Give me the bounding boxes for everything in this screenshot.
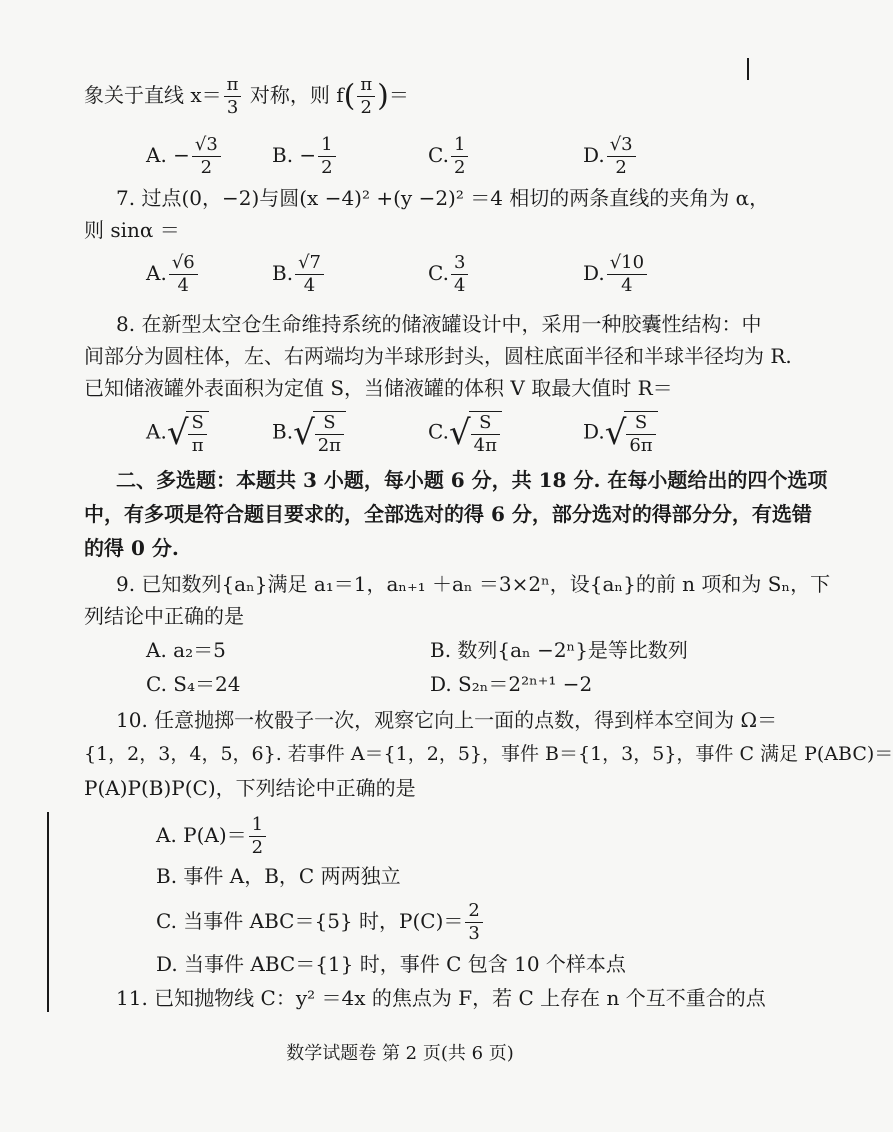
option-fraction	[451, 252, 468, 297]
q7-option-c	[428, 252, 470, 297]
denominator: 6π	[629, 435, 653, 456]
option-label: B.	[272, 261, 294, 285]
sqrt-body	[624, 411, 657, 457]
numerator: S	[315, 412, 344, 435]
option-label: C.	[428, 261, 449, 285]
option-fraction	[465, 900, 482, 945]
scan-edge-mark	[747, 58, 749, 80]
denominator: 2	[453, 157, 466, 178]
option-fraction	[192, 134, 221, 179]
option-fraction	[607, 252, 647, 297]
option-fraction	[318, 134, 335, 179]
denominator: 2	[200, 157, 213, 178]
q7-option-b	[272, 252, 326, 297]
option-label: A.	[146, 419, 167, 444]
q11-stem-line1: 11. 已知抛物线 C：y² ＝4x 的焦点为 F，若 C 上存在 n 个互不重合的点	[116, 986, 766, 1010]
section2-heading-line1: 二、多选题：本题共 3 小题，每小题 6 分，共 18 分. 在每小题给出的四个选项	[116, 468, 828, 492]
q8-stem-line2: 间部分为圆柱体，左、右两端均为半球形封头，圆柱底面半径和半球半径均为 R.	[84, 344, 792, 368]
option-label: A.	[146, 261, 167, 285]
q9-option-b: B. 数列{aₙ −2ⁿ}是等比数列	[430, 638, 688, 662]
sqrt-body	[313, 411, 346, 457]
denominator: 2	[251, 837, 264, 858]
sqrt-body	[186, 411, 208, 457]
q6-text-mid: 对称，则 f	[249, 83, 344, 107]
option-label: B.	[272, 419, 294, 444]
option-fraction	[249, 814, 266, 859]
q10-option-d: D. 当事件 ABC＝{1} 时，事件 C 包含 10 个样本点	[156, 952, 626, 976]
q7-stem-line1: 7. 过点(0，−2)与圆(x −4)² +(y −2)² ＝4 相切的两条直线的夹角为 α，	[116, 186, 770, 210]
option-fraction	[169, 252, 198, 297]
sqrt-sign: √	[604, 413, 627, 453]
numerator: S	[188, 412, 206, 435]
option-fraction	[188, 412, 206, 457]
numerator: π	[357, 74, 375, 97]
option-fraction	[607, 134, 636, 179]
q6-stem: 象关于直线 x＝ $\frac{\pi}{3}$ 对称，则 f( $\frac{\pi}{2}$ )＝	[84, 74, 409, 118]
denominator: 2π	[317, 435, 342, 456]
numerator: 1	[451, 134, 468, 157]
numerator: S	[471, 412, 500, 435]
option-fraction	[471, 412, 500, 457]
denominator: 2	[615, 157, 627, 178]
fraction-pi-over-2	[357, 74, 375, 119]
option-label: B. −	[272, 143, 317, 167]
q7-option-d	[583, 252, 649, 297]
q6-option-c	[428, 134, 470, 179]
option-label: C. 当事件 ABC＝{5} 时，P(C)＝	[156, 909, 464, 933]
sqrt-sign: √	[293, 413, 315, 453]
numerator: 1	[249, 814, 266, 837]
q9-stem-line1: 9. 已知数列{aₙ}满足 a₁＝1，aₙ₊₁ ＋aₙ ＝3×2ⁿ，设{aₙ}的前 n 项和为 Sₙ，下	[116, 572, 831, 596]
numerator: S	[626, 412, 655, 435]
q10-stem-line2: {1，2，3，4，5，6}. 若事件 A＝{1，2，5}，事件 B＝{1，3，5}，事件 C 满足 P(ABC)＝	[84, 743, 893, 765]
option-label: D.	[583, 261, 605, 285]
sqrt-body	[469, 411, 502, 457]
denominator: 3	[226, 97, 239, 118]
q6-option-a	[146, 134, 223, 179]
numerator: 2	[465, 900, 482, 923]
numerator: √3	[192, 134, 221, 157]
q10-option-b: B. 事件 A，B，C 两两独立	[156, 864, 401, 888]
numerator: √10	[607, 252, 647, 275]
option-label: A. P(A)＝	[156, 823, 247, 847]
denominator: 4π	[473, 435, 497, 456]
q9-option-a: A. a₂＝5	[146, 638, 226, 662]
q7-stem-line2: 则 sinα ＝	[84, 218, 180, 242]
option-fraction	[295, 252, 324, 297]
denominator: 3	[468, 923, 480, 944]
q6-text-pre: 象关于直线 x＝	[84, 83, 222, 107]
q8-option-b	[272, 408, 346, 458]
option-fraction	[451, 134, 468, 179]
q7-option-a	[146, 252, 200, 297]
q10-option-c	[156, 900, 485, 945]
q10-stem-line3: P(A)P(B)P(C)，下列结论中正确的是	[84, 776, 416, 800]
numerator: √7	[295, 252, 324, 275]
q9-option-d: D. S₂ₙ＝2²ⁿ⁺¹ −2	[430, 672, 593, 696]
page-footer: 数学试题卷 第 2 页(共 6 页)	[286, 1043, 514, 1064]
numerator: √6	[169, 252, 198, 275]
section2-heading-line3: 的得 0 分.	[84, 536, 179, 560]
q8-stem-line3: 已知储液罐外表面积为定值 S，当储液罐的体积 V 取最大值时 R＝	[84, 376, 673, 400]
q6-option-d	[583, 134, 638, 179]
q6-text-end: ＝	[388, 83, 409, 107]
option-fraction	[315, 412, 344, 457]
fraction-pi-over-3	[224, 74, 242, 119]
q10-stem-line1: 10. 任意抛掷一枚骰子一次，观察它向上一面的点数，得到样本空间为 Ω＝	[116, 708, 778, 732]
denominator: 4	[177, 275, 189, 296]
option-label: A. −	[146, 143, 190, 167]
numerator: 1	[318, 134, 335, 157]
numerator: 3	[451, 252, 468, 275]
denominator: 4	[621, 275, 633, 296]
numerator: √3	[607, 134, 636, 157]
q8-option-a	[146, 408, 209, 458]
sqrt-sign: √	[448, 413, 471, 453]
scan-edge-mark	[47, 812, 49, 1012]
denominator: 4	[453, 275, 466, 296]
option-label: C.	[428, 419, 449, 444]
sqrt-sign: √	[166, 413, 189, 453]
option-label: D.	[583, 419, 605, 444]
option-fraction	[626, 412, 655, 457]
q9-option-c: C. S₄＝24	[146, 672, 241, 696]
q8-option-d	[583, 408, 658, 458]
option-label: C.	[428, 143, 449, 167]
q9-stem-line2: 列结论中正确的是	[84, 604, 244, 628]
denominator: 2	[321, 157, 333, 178]
denominator: 2	[360, 97, 372, 118]
option-label: D.	[583, 143, 605, 167]
q10-option-a	[156, 814, 268, 859]
denominator: π	[191, 435, 204, 456]
numerator: π	[224, 74, 242, 97]
denominator: 4	[303, 275, 316, 296]
section2-heading-line2: 中，有多项是符合题目要求的，全部选对的得 6 分，部分选对的得部分分，有选错	[84, 502, 812, 526]
q8-option-c	[428, 408, 502, 458]
q8-stem-line1: 8. 在新型太空仓生命维持系统的储液罐设计中，采用一种胶囊性结构：中	[116, 312, 762, 336]
q6-option-b	[272, 134, 338, 179]
